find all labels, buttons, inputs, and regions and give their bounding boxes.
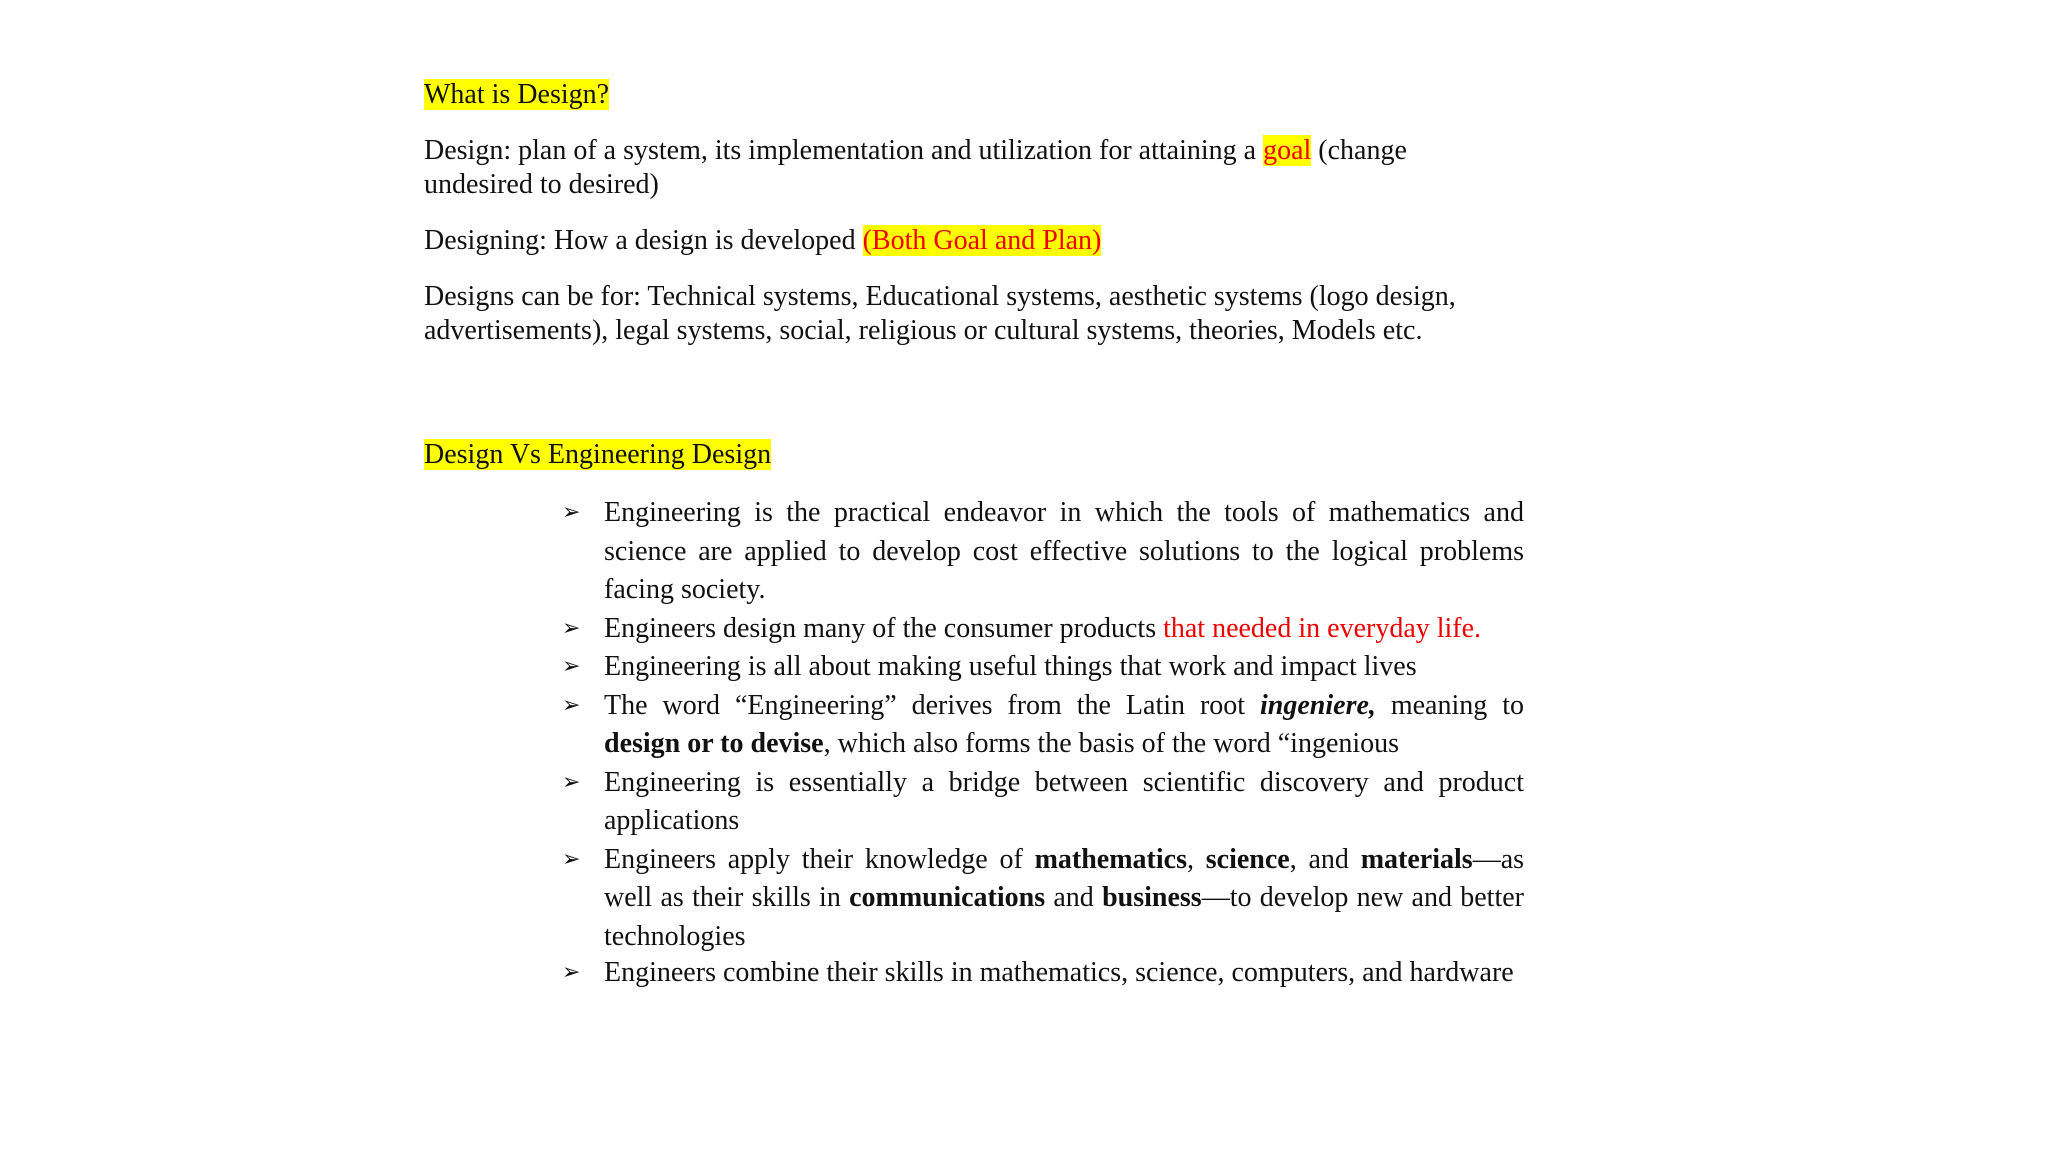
list-item: ➢ Engineers apply their knowledge of mathematics, science, and materials—as well as their skills in communications and business—to develop new and better technologies xyxy=(562,841,1524,957)
heading-what-is-design: What is Design? xyxy=(424,79,610,110)
list-item: ➢ The word “Engineering” derives from the Latin root ingeniere, meaning to design or to devise, which also forms the basis of the word “ingenious xyxy=(562,687,1524,764)
paragraph-design-definition: Design: plan of a system, its implementation and utilization for attaining a goal (change undesired to desired) xyxy=(424,135,1407,200)
document-content xyxy=(424,78,1524,990)
arrowhead-bullet-icon: ➢ xyxy=(562,846,581,872)
design-or-devise-term: design or to devise xyxy=(604,728,824,759)
list-item: ➢ Engineers design many of the consumer products that needed in everyday life. xyxy=(562,610,1524,649)
arrowhead-bullet-icon: ➢ xyxy=(562,960,581,985)
arrowhead-bullet-icon: ➢ xyxy=(562,692,581,718)
list-item: ➢ Engineers combine their skills in mathematics, science, computers, and hardware xyxy=(562,957,1514,988)
paragraph-designing-definition: Designing: How a design is developed (Both Goal and Plan) xyxy=(424,225,1102,256)
both-goal-plan-highlight: (Both Goal and Plan) xyxy=(862,225,1102,256)
paragraph-designs-for: Designs can be for: Technical systems, Educational systems, aesthetic systems (logo design, advertisements), legal systems, social, religious or cultural systems, theories, Models etc. xyxy=(424,281,1456,346)
arrowhead-bullet-icon: ➢ xyxy=(562,500,581,525)
arrowhead-bullet-icon: ➢ xyxy=(562,615,581,641)
arrowhead-bullet-icon: ➢ xyxy=(562,769,581,795)
red-emphasis-text: that needed in everyday life. xyxy=(1163,612,1482,644)
designing-label: Designing: xyxy=(424,225,547,256)
list-item: ➢ Engineering is the practical endeavor in which the tools of mathematics and science are applied to develop cost effective solutions to the logical problems facing society. xyxy=(562,494,1524,610)
engineering-bullet-list xyxy=(562,494,1524,990)
list-item: ➢ Engineering is essentially a bridge between scientific discovery and product applications xyxy=(562,764,1524,841)
latin-root-term: ingeniere, xyxy=(1260,689,1376,721)
design-label: Design: xyxy=(424,135,512,166)
list-item: ➢ Engineering is all about making useful things that work and impact lives xyxy=(562,648,1524,687)
arrowhead-bullet-icon: ➢ xyxy=(562,654,581,679)
goal-highlight: goal xyxy=(1263,135,1312,166)
heading-design-vs-engineering: Design Vs Engineering Design xyxy=(424,439,772,470)
